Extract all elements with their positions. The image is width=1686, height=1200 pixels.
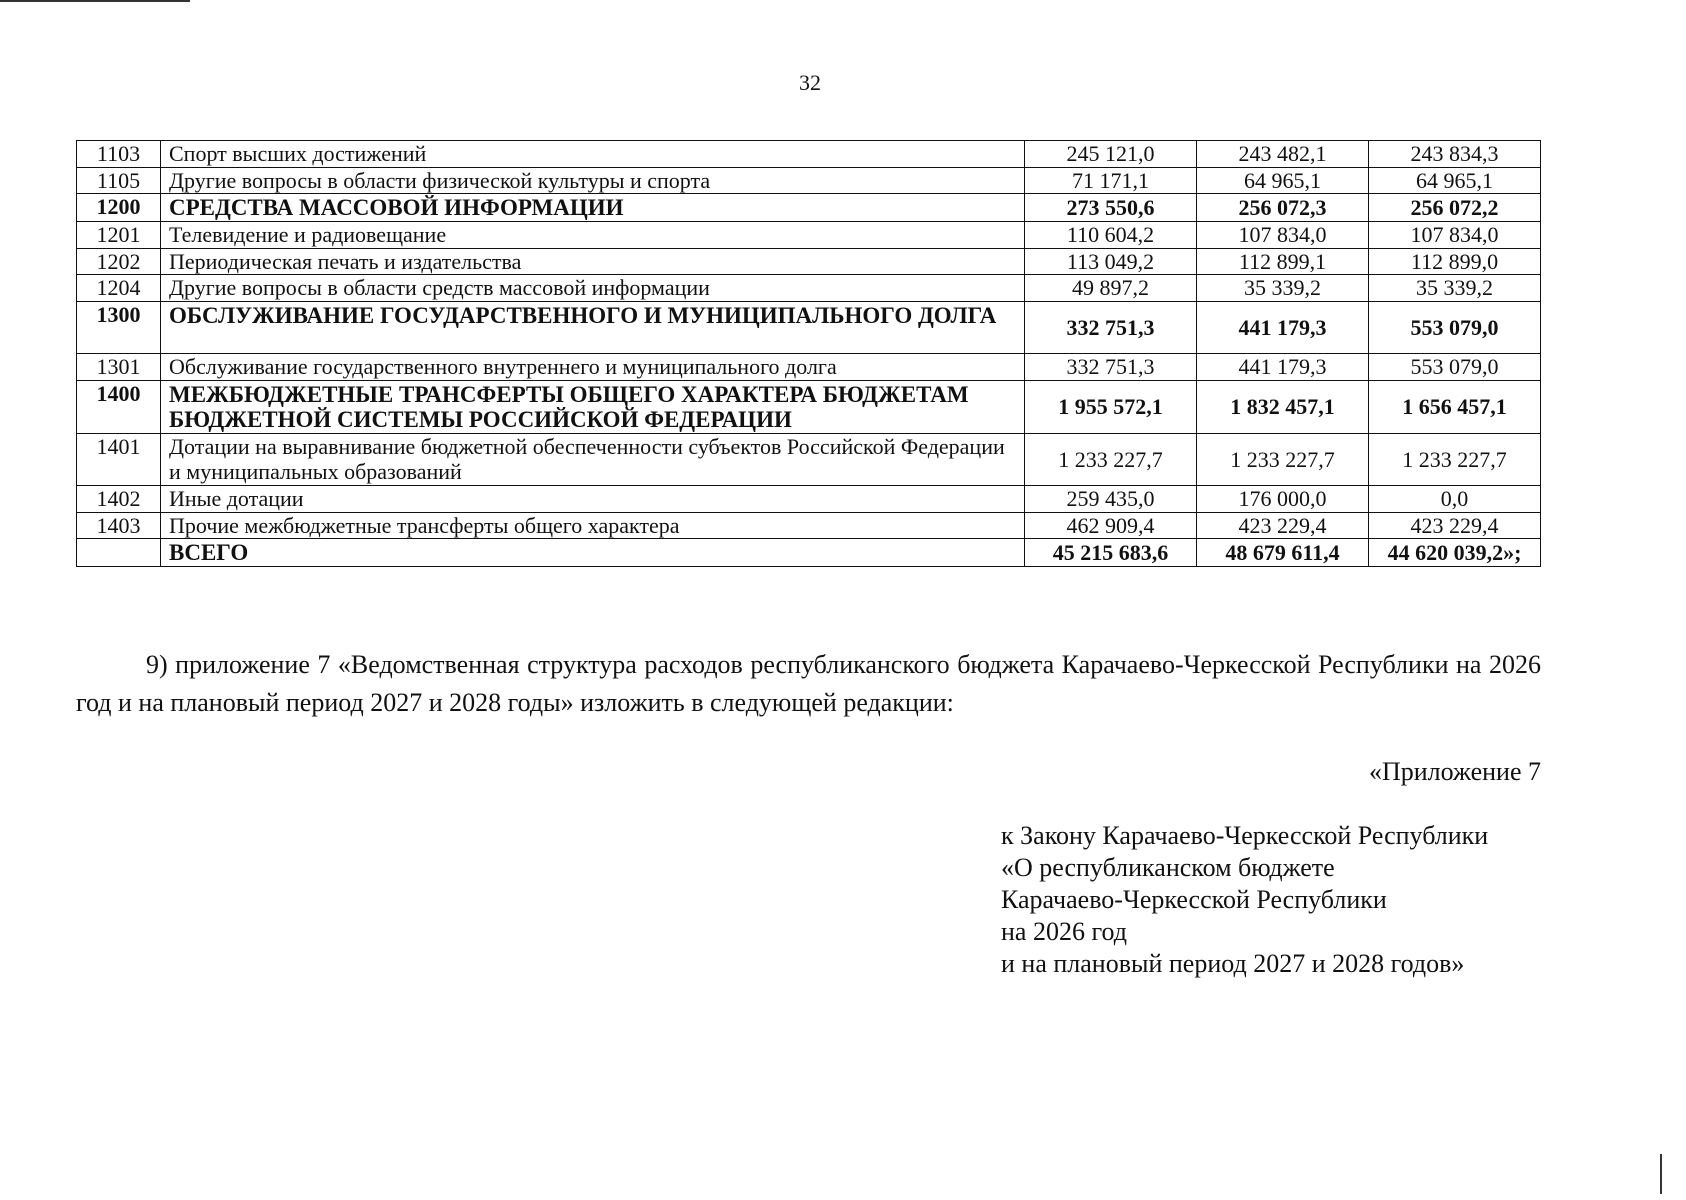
- amount-2027: 243 482,1: [1197, 141, 1369, 168]
- section-name: ОБСЛУЖИВАНИЕ ГОСУДАРСТВЕННОГО И МУНИЦИПАЛЬНОГО ДОЛГА: [161, 301, 1025, 353]
- section-code: 1401: [77, 434, 161, 486]
- section-name: МЕЖБЮДЖЕТНЫЕ ТРАНСФЕРТЫ ОБЩЕГО ХАРАКТЕРА БЮДЖЕТАМ БЮДЖЕТНОЙ СИСТЕМЫ РОССИЙСКОЙ ФЕДЕРАЦИИ: [161, 380, 1025, 434]
- amount-2026: 245 121,0: [1025, 141, 1197, 168]
- table-row: [77, 194, 1541, 222]
- amount-2027: 423 229,4: [1197, 512, 1369, 539]
- amount-2028: 0,0: [1369, 486, 1541, 513]
- table-row: [77, 486, 1541, 513]
- amount-2026: 332 751,3: [1025, 301, 1197, 353]
- section-code: 1204: [77, 275, 161, 302]
- table-row: [77, 539, 1541, 567]
- amount-2028: 423 229,4: [1369, 512, 1541, 539]
- amount-2027: 1 832 457,1: [1197, 380, 1369, 434]
- amount-2028: 64 965,1: [1369, 167, 1541, 194]
- amount-2027: 176 000,0: [1197, 486, 1369, 513]
- amount-2028: 35 339,2: [1369, 275, 1541, 302]
- amount-2027: 441 179,3: [1197, 353, 1369, 380]
- amount-2026: 1 233 227,7: [1025, 434, 1197, 486]
- amount-2027: 112 899,1: [1197, 248, 1369, 275]
- appendix-line: к Закону Карачаево-Черкесской Республики: [1001, 821, 1489, 850]
- amount-2026: 332 751,3: [1025, 353, 1197, 380]
- appendix-line: Карачаево-Черкесской Республики: [1001, 885, 1387, 914]
- amendment-paragraph: 9) приложение 7 «Ведомственная структура расходов республиканского бюджета Карачаево-Черкесской Республики на 2026 год и на плановый период 2027 и 2028 годы» изложить в следующей редакции:: [76, 650, 1541, 717]
- section-name: Другие вопросы в области средств массовой информации: [161, 275, 1025, 302]
- table-row: [77, 167, 1541, 194]
- page-number: 32: [799, 70, 821, 95]
- section-name: Спорт высших достижений: [161, 141, 1025, 168]
- section-name: Телевидение и радиовещание: [161, 222, 1025, 249]
- section-code: 1105: [77, 167, 161, 194]
- amount-2027: 107 834,0: [1197, 222, 1369, 249]
- amount-2027: 64 965,1: [1197, 167, 1369, 194]
- table-row: [77, 353, 1541, 380]
- table-row: [77, 222, 1541, 249]
- table-row: [77, 141, 1541, 168]
- amount-2028: 256 072,2: [1369, 194, 1541, 222]
- amount-2028: 553 079,0: [1369, 301, 1541, 353]
- amount-2026: 273 550,6: [1025, 194, 1197, 222]
- section-name: Другие вопросы в области физической культуры и спорта: [161, 167, 1025, 194]
- amount-2026: 110 604,2: [1025, 222, 1197, 249]
- amount-2026: 71 171,1: [1025, 167, 1197, 194]
- budget-table-body: [77, 141, 1541, 567]
- amount-2026: 1 955 572,1: [1025, 380, 1197, 434]
- section-name: Периодическая печать и издательства: [161, 248, 1025, 275]
- section-code: 1201: [77, 222, 161, 249]
- budget-table: [76, 140, 1541, 567]
- section-code: 1300: [77, 301, 161, 353]
- amount-2028: 1 233 227,7: [1369, 434, 1541, 486]
- section-code: 1200: [77, 194, 161, 222]
- amount-2026: 113 049,2: [1025, 248, 1197, 275]
- section-code: 1400: [77, 380, 161, 434]
- appendix-title: «Приложение 7: [1368, 757, 1541, 786]
- section-name: Обслуживание государственного внутреннего и муниципального долга: [161, 353, 1025, 380]
- table-row: [77, 275, 1541, 302]
- appendix-line: «О республиканском бюджете: [1001, 853, 1335, 882]
- table-row: [77, 301, 1541, 353]
- section-code: [77, 539, 161, 567]
- section-name: Иные дотации: [161, 486, 1025, 513]
- scan-edge-line: [0, 0, 190, 2]
- amount-2028: 107 834,0: [1369, 222, 1541, 249]
- section-name: Дотации на выравнивание бюджетной обеспеченности субъектов Российской Федерации и муниципальных образований: [161, 434, 1025, 486]
- section-name: СРЕДСТВА МАССОВОЙ ИНФОРМАЦИИ: [161, 194, 1025, 222]
- amount-2026: 49 897,2: [1025, 275, 1197, 302]
- amount-2027: 48 679 611,4: [1197, 539, 1369, 567]
- section-name: Прочие межбюджетные трансферты общего характера: [161, 512, 1025, 539]
- section-code: 1301: [77, 353, 161, 380]
- table-row: [77, 434, 1541, 486]
- section-code: 1402: [77, 486, 161, 513]
- amount-2028: 553 079,0: [1369, 353, 1541, 380]
- section-code: 1202: [77, 248, 161, 275]
- section-name: ВСЕГО: [161, 539, 1025, 567]
- amount-2026: 45 215 683,6: [1025, 539, 1197, 567]
- amount-2028: 44 620 039,2»;: [1369, 539, 1541, 567]
- table-row: [77, 380, 1541, 434]
- table-row: [77, 248, 1541, 275]
- amount-2027: 441 179,3: [1197, 301, 1369, 353]
- section-code: 1103: [77, 141, 161, 168]
- amount-2026: 259 435,0: [1025, 486, 1197, 513]
- appendix-line: и на плановый период 2027 и 2028 годов»: [1001, 949, 1465, 978]
- amount-2027: 35 339,2: [1197, 275, 1369, 302]
- section-code: 1403: [77, 512, 161, 539]
- table-row: [77, 512, 1541, 539]
- amount-2028: 112 899,0: [1369, 248, 1541, 275]
- appendix-reference: [1001, 820, 1561, 980]
- appendix-line: на 2026 год: [1001, 917, 1127, 946]
- amount-2027: 256 072,3: [1197, 194, 1369, 222]
- scan-edge-line: [1660, 1154, 1662, 1194]
- amount-2028: 1 656 457,1: [1369, 380, 1541, 434]
- amount-2028: 243 834,3: [1369, 141, 1541, 168]
- amount-2027: 1 233 227,7: [1197, 434, 1369, 486]
- amount-2026: 462 909,4: [1025, 512, 1197, 539]
